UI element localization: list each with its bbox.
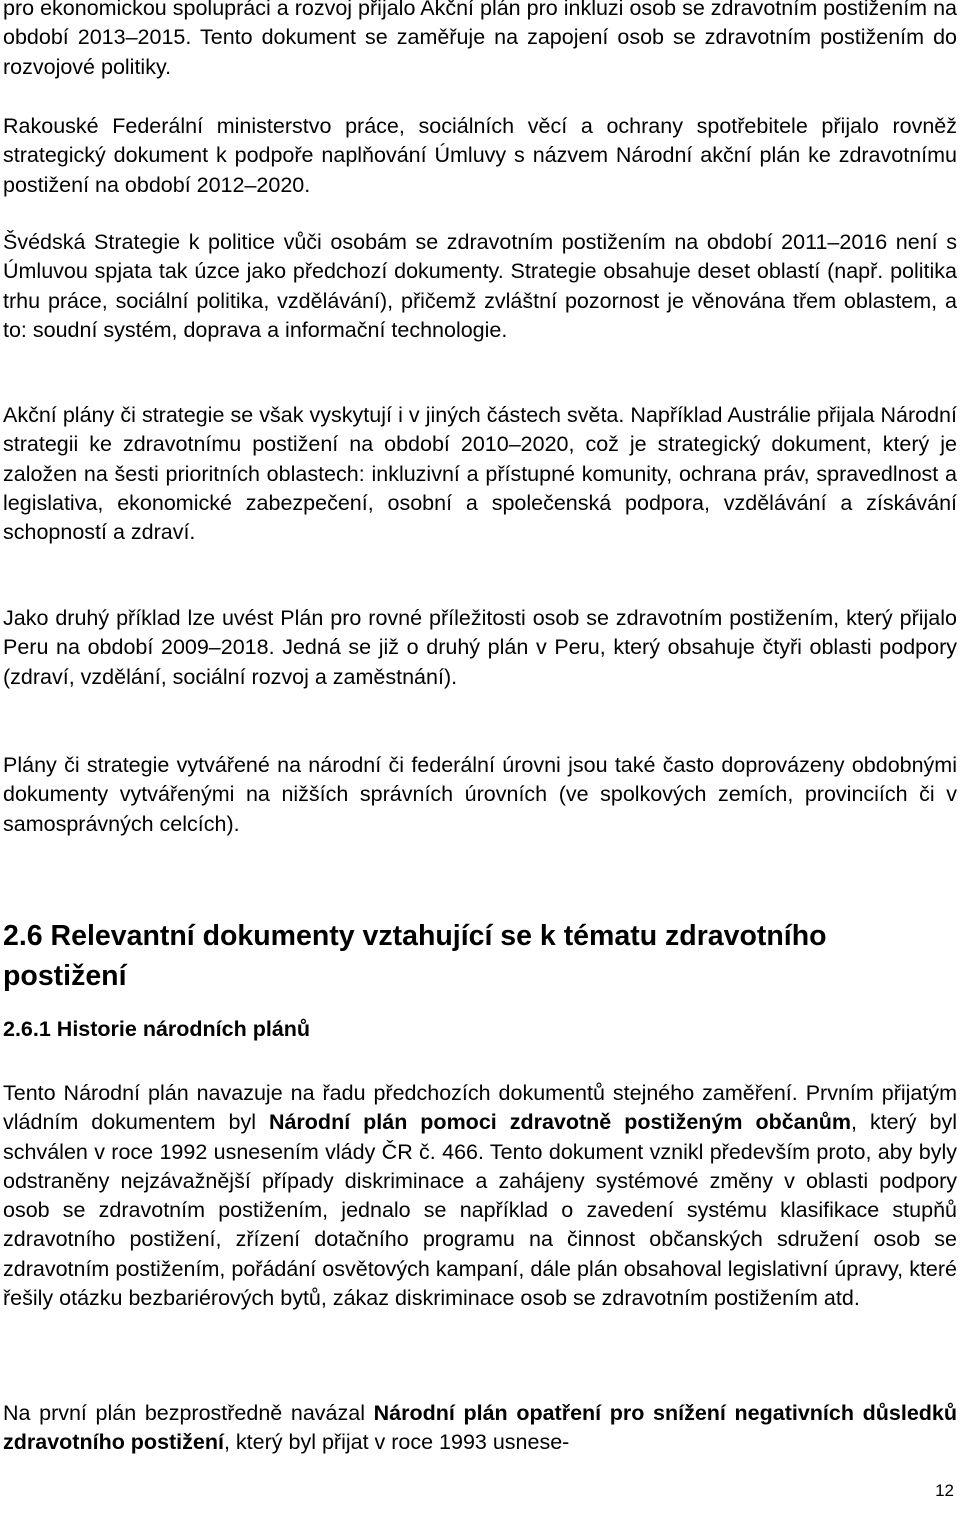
first-plan-text-2: , který byl přijat v roce 1993 usnese-: [223, 1430, 570, 1455]
paragraph-peru: Jako druhý příklad lze uvést Plán pro rovné příležitosti osob se zdravotním postižením, který přijalo Peru na období 2009–2018. Jedná se již o druhý plán v Peru, který obsahuje čtyři oblasti podpory (zdraví, vzdělání, sociální rozvoj a zaměstnání).: [3, 606, 957, 689]
page-number: 12: [935, 1481, 954, 1500]
history-bold-plan-1992: Národní plán pomoci zdravotně postiženým občanům: [268, 1110, 852, 1135]
subsection-heading: 2.6.1 Historie národních plánů: [3, 1017, 311, 1041]
paragraph-first-plan: [3, 1399, 957, 1458]
paragraph-oecd-continuation: pro ekonomickou spolupráci a rozvoj přijalo Akční plán pro inkluzi osob se zdravotním postižením na období 2013–2015. Tento dokument se zaměřuje na zapojení osob se zdravotním postižením do rozvojové politiky.: [3, 0, 957, 79]
first-plan-text-1: Na první plán bezprostředně navázal: [3, 1401, 374, 1425]
paragraph-regional-plans: Plány či strategie vytvářené na národní či federální úrovni jsou také často doprovázeny obdobnými dokumenty vytvářenými na nižších správních úrovních (ve spolkových zemích, provinciích či v samosprávných celcích).: [3, 753, 957, 836]
first-plan-bold-plan-1993: Národní plán opatření pro snížení negativních důsledků zdravotního postižení: [3, 1401, 957, 1455]
section-heading: 2.6 Relevantní dokumenty vztahující se k tématu zdravotního postižení: [3, 920, 827, 992]
paragraph-history: [3, 1079, 957, 1313]
history-text-1: Tento Národní plán navazuje na řadu předchozích dokumentů stejného zaměření. Prvním přijatým vládním dokumentem byl: [3, 1081, 957, 1135]
paragraph-australia: Akční plány či strategie se však vyskytují i v jiných částech světa. Například Austrálie přijala Národní strategii ke zdravotnímu postižení na období 2010–2020, což je strategický dokument, který je založen na šesti prioritních oblastech: inkluzivní a přístupné komunity, ochrana práv, spravedlnost a legislativa, ekonomické zabezpečení, osobní a společenská podpora, vzdělávání a získávání schopností a zdraví.: [3, 403, 957, 545]
paragraph-sweden: Švédská Strategie k politice vůči osobám se zdravotním postižením na období 2011–2016 není s Úmluvou spjata tak úzce jako předchozí dokumenty. Strategie obsahuje deset oblastí (např. politika trhu práce, sociální politika, vzdělávání), přičemž zvláštní pozornost je věnována třem oblastem, a to: soudní systém, doprava a informační technologie.: [3, 230, 957, 342]
history-text-2: , který byl schválen v roce 1992 usnesením vlády ČR č. 466. Tento dokument vznikl především proto, aby byly odstraněny nejzávažnější případy diskriminace a zahájeny systémové změny v oblasti podpory osob se zdravotním postižením, jednalo se například o zavedení systému klasifikace stupňů zdravotního postižení, zřízení dotačního programu na činnost občanských sdružení osob se zdravotním postižením, pořádání osvětových kampaní, dále plán obsahoval legislativní úpravy, které řešily otázku bezbariérových bytů, zákaz diskriminace osob se zdravotním postižením atd.: [3, 1110, 957, 1311]
paragraph-austria: Rakouské Federální ministerstvo práce, sociálních věcí a ochrany spotřebitele přijalo rovněž strategický dokument k podpoře naplňování Úmluvy s názvem Národní akční plán ke zdravotnímu postižení na období 2012–2020.: [3, 114, 957, 197]
